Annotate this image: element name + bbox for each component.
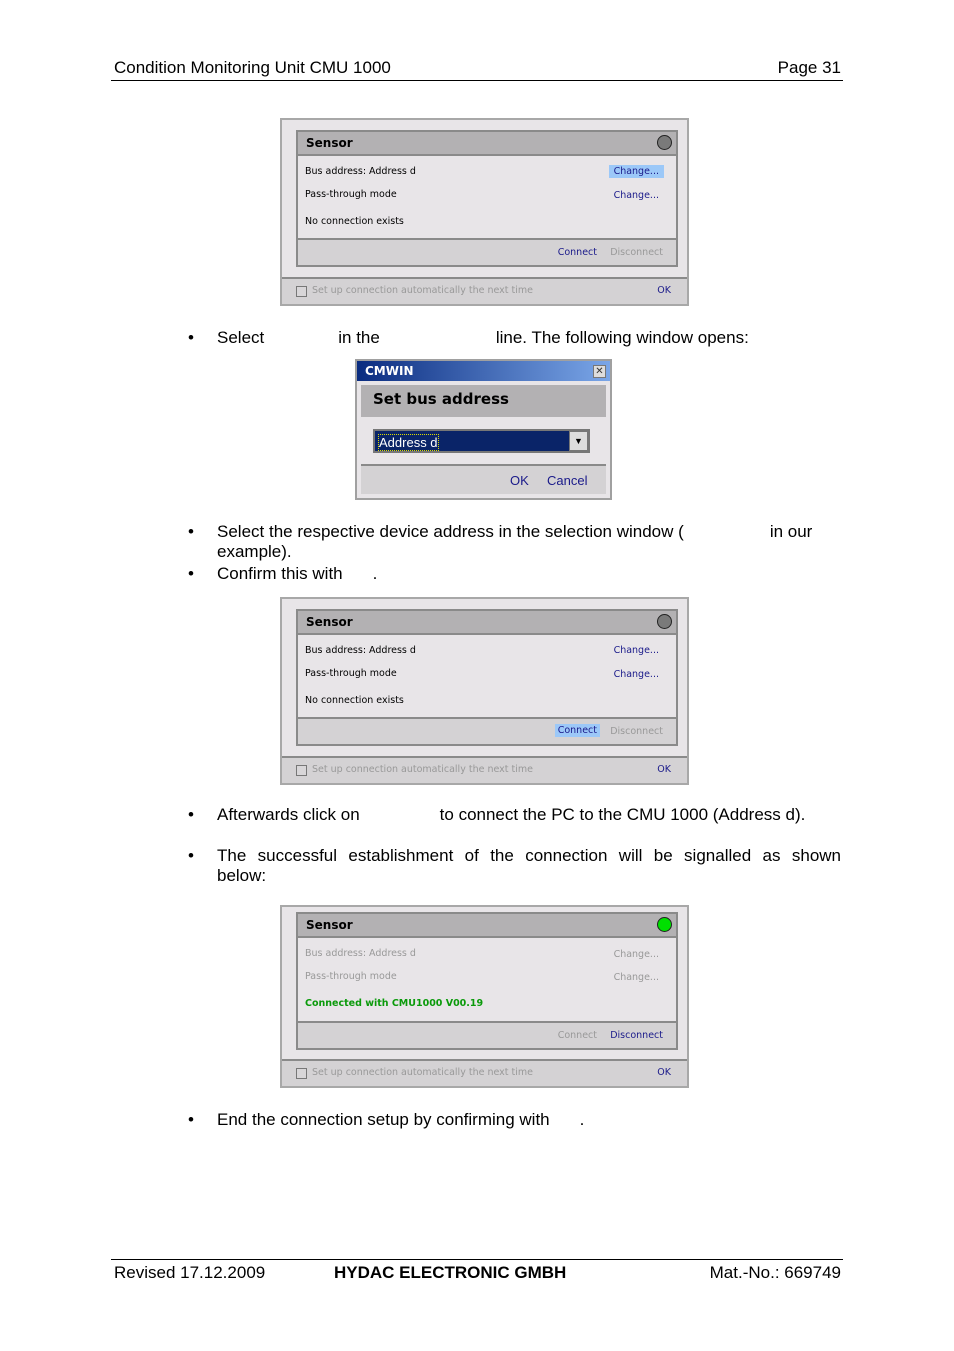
chevron-down-icon[interactable]: ▼ [569, 431, 588, 451]
revision-date: Revised 17.12.2009 [114, 1263, 266, 1282]
sensor-title: Sensor [298, 914, 676, 938]
close-icon[interactable]: ✕ [593, 365, 606, 378]
connection-status: No connection exists [305, 216, 404, 227]
disconnect-button[interactable]: Disconnect [610, 726, 663, 737]
change-bus-button[interactable]: Change... [609, 165, 664, 178]
ok-button[interactable]: OK [657, 285, 671, 296]
change-pass-button[interactable]: Change... [613, 972, 659, 983]
page-number: Page 31 [777, 58, 841, 77]
change-pass-button[interactable]: Change... [613, 190, 659, 201]
ok-button[interactable]: OK [657, 764, 671, 775]
status-led-icon [657, 614, 672, 629]
connect-button[interactable]: Connect [555, 724, 600, 737]
sensor-title: Sensor [298, 132, 676, 156]
sensor-window-3 [280, 905, 689, 1088]
connect-button[interactable]: Connect [557, 247, 597, 258]
sensor-title: Sensor [298, 611, 676, 635]
page-header [111, 58, 843, 81]
auto-connect-checkbox[interactable] [296, 765, 307, 776]
pass-through: Pass-through mode [305, 189, 397, 200]
sensor-window-2 [280, 597, 689, 785]
disconnect-button[interactable]: Disconnect [610, 1030, 663, 1041]
auto-connect-checkbox[interactable] [296, 286, 307, 297]
connection-status: Connected with CMU1000 V00.19 [305, 998, 484, 1009]
bus-address: Bus address: Address d [305, 948, 416, 959]
disconnect-button[interactable]: Disconnect [610, 247, 663, 258]
pass-through: Pass-through mode [305, 971, 397, 982]
status-led-icon [657, 917, 672, 932]
bus-address: Bus address: Address d [305, 166, 416, 177]
ok-button[interactable]: OK [657, 1067, 671, 1078]
status-led-icon [657, 135, 672, 150]
connection-status: No connection exists [305, 695, 404, 706]
change-bus-button[interactable]: Change... [613, 949, 659, 960]
doc-title: Condition Monitoring Unit CMU 1000 [114, 58, 391, 77]
set-bus-address-dialog [355, 359, 612, 500]
pass-through: Pass-through mode [305, 668, 397, 679]
dialog-heading: Set bus address [361, 385, 606, 417]
change-bus-button[interactable]: Change... [613, 645, 659, 656]
auto-connect-label: Set up connection automatically the next time [312, 285, 533, 296]
change-pass-button[interactable]: Change... [613, 669, 659, 680]
page-footer [111, 1259, 843, 1289]
sensor-window-1 [280, 118, 689, 306]
dialog-titlebar: CMWIN [357, 361, 610, 381]
bus-address: Bus address: Address d [305, 645, 416, 656]
dialog-ok-button[interactable]: OK [510, 473, 529, 488]
auto-connect-label: Set up connection automatically the next time [312, 764, 533, 775]
address-select[interactable]: Address d ▼ [373, 429, 590, 453]
material-number: Mat.-No.: 669749 [709, 1263, 841, 1282]
auto-connect-checkbox[interactable] [296, 1068, 307, 1079]
connect-button[interactable]: Connect [557, 1030, 597, 1041]
company-name: HYDAC ELECTRONIC GMBH [334, 1263, 567, 1282]
dialog-cancel-button[interactable]: Cancel [547, 473, 588, 488]
auto-connect-label: Set up connection automatically the next time [312, 1067, 533, 1078]
